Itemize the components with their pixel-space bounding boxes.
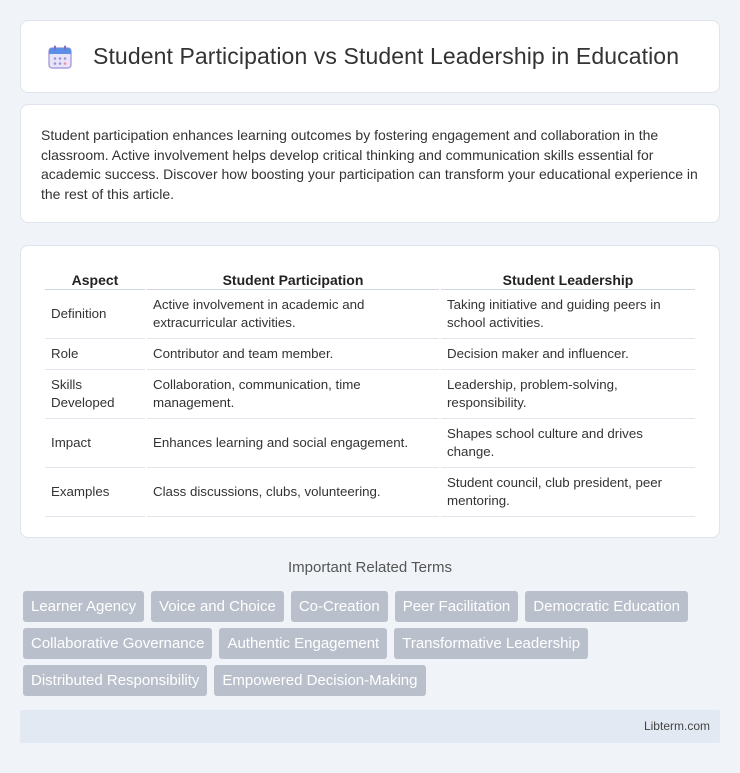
table-row (45, 339, 695, 370)
table-cell: Active involvement in academic and extracurricular activities. (147, 290, 439, 339)
related-terms-list (23, 591, 723, 702)
table-cell: Role (45, 339, 145, 370)
table-cell: Student council, club president, peer mentoring. (441, 468, 695, 517)
term-tag[interactable]: Co-Creation (291, 591, 388, 622)
table-cell: Leadership, problem-solving, responsibility. (441, 370, 695, 419)
table-cell: Class discussions, clubs, volunteering. (147, 468, 439, 517)
term-tag[interactable]: Democratic Education (525, 591, 688, 622)
table-cell: Collaboration, communication, time management. (147, 370, 439, 419)
term-tag[interactable]: Distributed Responsibility (23, 665, 207, 696)
table-row (45, 419, 695, 468)
table-row (45, 468, 695, 517)
table-row (45, 290, 695, 339)
term-tag[interactable]: Authentic Engagement (219, 628, 387, 659)
intro-text: Student participation enhances learning outcomes by fostering engagement and collaboration in the classroom. Active involvement helps develop critical thinking and communication skills essential for academic success. Discover how boosting your participation can transform your educational experience in the rest of this article. (41, 127, 698, 202)
comparison-table-card (20, 245, 720, 538)
table-row (45, 370, 695, 419)
column-header-aspect: Aspect (45, 266, 145, 290)
table-cell: Enhances learning and social engagement. (147, 419, 439, 468)
page-title: Student Participation vs Student Leadership in Education (93, 43, 680, 69)
table-cell: Contributor and team member. (147, 339, 439, 370)
table-cell: Skills Developed (45, 370, 145, 419)
table-cell: Shapes school culture and drives change. (441, 419, 695, 468)
table-cell: Examples (45, 468, 145, 517)
footer (20, 710, 720, 743)
comparison-table (43, 266, 697, 517)
table-cell: Impact (45, 419, 145, 468)
calendar-icon (47, 44, 73, 70)
term-tag[interactable]: Learner Agency (23, 591, 144, 622)
term-tag[interactable]: Empowered Decision-Making (214, 665, 425, 696)
table-cell: Definition (45, 290, 145, 339)
intro-card (20, 104, 720, 223)
footer-brand-link[interactable]: Libterm.com (643, 719, 710, 733)
term-tag[interactable]: Transformative Leadership (394, 628, 588, 659)
term-tag[interactable]: Voice and Choice (151, 591, 284, 622)
header-card (20, 20, 720, 93)
table-header-row (45, 266, 695, 290)
column-header-participation: Student Participation (147, 266, 439, 290)
related-terms-title: Important Related Terms (288, 559, 452, 576)
table-cell: Taking initiative and guiding peers in school activities. (441, 290, 695, 339)
table-cell: Decision maker and influencer. (441, 339, 695, 370)
term-tag[interactable]: Collaborative Governance (23, 628, 212, 659)
column-header-leadership: Student Leadership (441, 266, 695, 290)
term-tag[interactable]: Peer Facilitation (395, 591, 519, 622)
